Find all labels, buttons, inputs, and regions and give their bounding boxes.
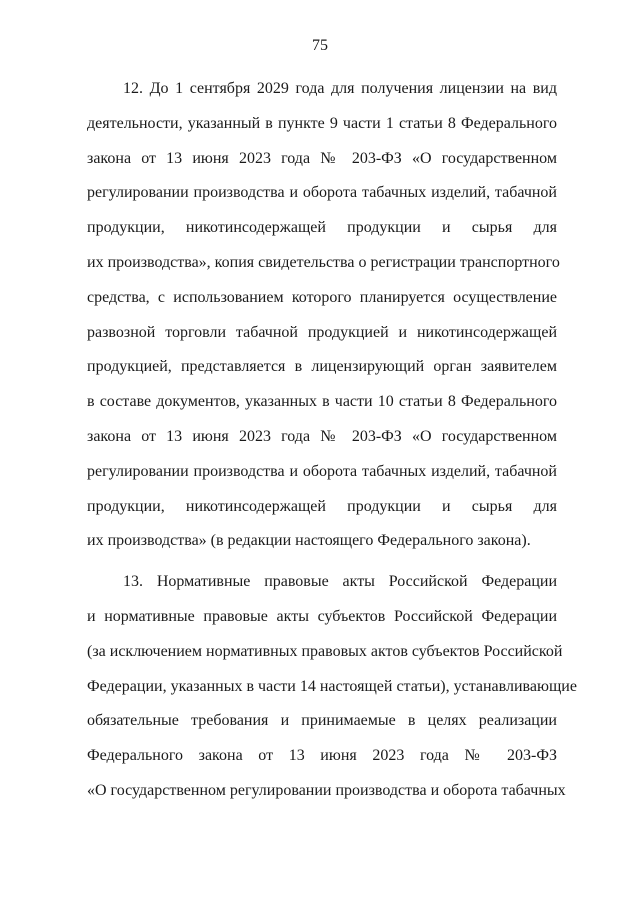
paragraph-12 (87, 72, 560, 559)
text-line: «О государственном регулировании производства и оборота табачных (87, 781, 566, 799)
text-line: их производства» (в редакции настоящего Федерального закона). (87, 532, 531, 550)
text-line: Федерации, указанных в части 14 настоящей статьи), устанавливающие (87, 677, 577, 695)
text-line: продукцией, представляется в лицензирующий орган заявителем (87, 358, 557, 376)
text-line: обязательные требования и принимаемые в целях реализации (87, 712, 557, 730)
text-line: развозной торговли табачной продукцией и никотинсодержащей (87, 323, 557, 341)
text-line: регулировании производства и оборота табачных изделий, табачной (87, 184, 557, 202)
paragraph-13 (87, 565, 577, 809)
text-line: закона от 13 июня 2023 года № 203-ФЗ «О государственном (87, 427, 557, 445)
text-line: 13. Нормативные правовые акты Российской Федерации (123, 573, 557, 591)
text-line: их производства», копия свидетельства о регистрации транспортного (87, 253, 560, 271)
text-line: средства, с использованием которого планируется осуществление (87, 288, 557, 306)
text-line: регулировании производства и оборота табачных изделий, табачной (87, 462, 557, 480)
text-line: 12. До 1 сентября 2029 года для получения лицензии на вид (123, 80, 557, 97)
text-line: в составе документов, указанных в части 10 статьи 8 Федерального (87, 393, 557, 411)
text-line: и нормативные правовые акты субъектов Российской Федерации (87, 607, 557, 625)
text-line: деятельности, указанный в пункте 9 части 1 статьи 8 Федерального (87, 114, 557, 132)
text-line: (за исключением нормативных правовых актов субъектов Российской (87, 642, 563, 660)
text-line: продукции, никотинсодержащей продукции и сырья для (87, 497, 557, 515)
page-number: 75 (312, 37, 328, 54)
document-body (87, 72, 577, 809)
text-line: продукции, никотинсодержащей продукции и сырья для (87, 219, 557, 237)
text-line: Федерального закона от 13 июня 2023 года № 203-ФЗ (87, 747, 557, 765)
text-line: закона от 13 июня 2023 года № 203-ФЗ «О государственном (87, 149, 557, 167)
